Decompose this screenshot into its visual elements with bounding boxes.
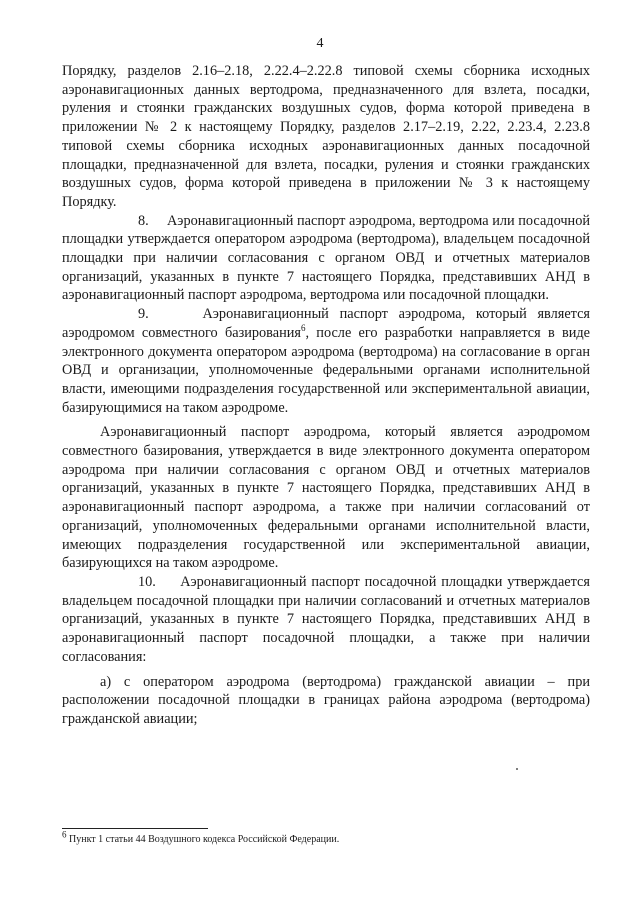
paragraph-continuation: Порядку, разделов 2.16–2.18, 2.22.4–2.22.8 типовой схемы сборника исходных аэронавигационных данных вертодрома, предназначенного для взлета, посадки, руления и стоянки гражданских воздушных судов, форма которой приведена в приложении № 2 к настоящему Порядку, разделов 2.17–2.19, 2.22, 2.23.4, 2.23.8 типовой схемы сборника исходных аэронавигационных данных посадочной площадки, предназначенной для взлета, посадки, руления и стоянки гражданских воздушных судов, форма которой приведена в приложении № 3 к настоящему Порядку. bbox=[62, 63, 590, 210]
page-number: 4 bbox=[316, 36, 324, 51]
footnote-text: Пункт 1 статьи 44 Воздушного кодекса Российской Федерации. bbox=[69, 834, 340, 845]
paragraph-9-second: Аэронавигационный паспорт аэродрома, который является аэродромом совместного базирования, утверждается в виде электронного документа оператором аэродрома при наличии согласования с органом ОВД и отчетных материалов организаций, указанных в пункте 7 настоящего Порядка, представивших АНД в аэронавигационный паспорт аэродрома, а также при наличии согласований от организаций, уполномоченных федеральными органами исполнительной власти, имеющих подразделения государственной или экспериментальной авиации, базирующихся на таком аэродроме. bbox=[62, 424, 590, 572]
paragraph-8-number: 8. bbox=[138, 212, 149, 229]
paragraph-10-text: Аэронавигационный паспорт посадочной площадки утверждается владельцем посадочной площадки при наличии согласований и отчетных материалов организаций, указанных в пункте 7 настоящего Порядка, представивших АНД в аэронавигационный паспорт посадочной площадки, а также при наличии согласования: bbox=[62, 573, 590, 665]
footnote bbox=[62, 829, 590, 846]
paragraph-9-text-part2: , после его разработки направляется в виде электронного документа оператором аэродрома (вертодрома) на согласование в орган ОВД и организации, уполномоченные федеральными органами исполнительной власти, имеющими подразделения государственной или экспериментальной авиации, базирующимися на таком аэродроме. bbox=[62, 324, 590, 416]
paragraph-9-text-part1: Аэронавигационный паспорт аэродрома, который является аэродромом совместного базирования bbox=[62, 306, 591, 341]
footnote-reference: 6 bbox=[300, 323, 306, 334]
scan-artifact-dot bbox=[516, 768, 518, 770]
paragraph-10-number: 10. bbox=[138, 573, 156, 590]
paragraph-9-number: 9. bbox=[138, 306, 149, 323]
paragraph-8-text: Аэронавигационный паспорт аэродрома, вертодрома или посадочной площадки утверждается оператором аэродрома (вертодрома), владельцем посадочной площадки при наличии согласования с органом ОВД и отчетных материалов организаций, указанных в пункте 7 настоящего Порядка, представивших АНД в аэронавигационный паспорт аэродрома, вертодрома или посадочной площадки. bbox=[62, 212, 590, 304]
paragraph-10 bbox=[62, 573, 590, 667]
paragraph-9 bbox=[62, 305, 590, 417]
paragraph-10-subitem-a: а) с оператором аэродрома (вертодрома) гражданской авиации – при расположении посадочной площадки в границах района аэродрома (вертодрома) гражданской авиации; bbox=[62, 673, 590, 727]
paragraph-8 bbox=[62, 212, 590, 306]
document-body bbox=[62, 62, 590, 729]
footnote-marker: 6 bbox=[62, 829, 67, 840]
footnote-divider bbox=[62, 828, 208, 829]
